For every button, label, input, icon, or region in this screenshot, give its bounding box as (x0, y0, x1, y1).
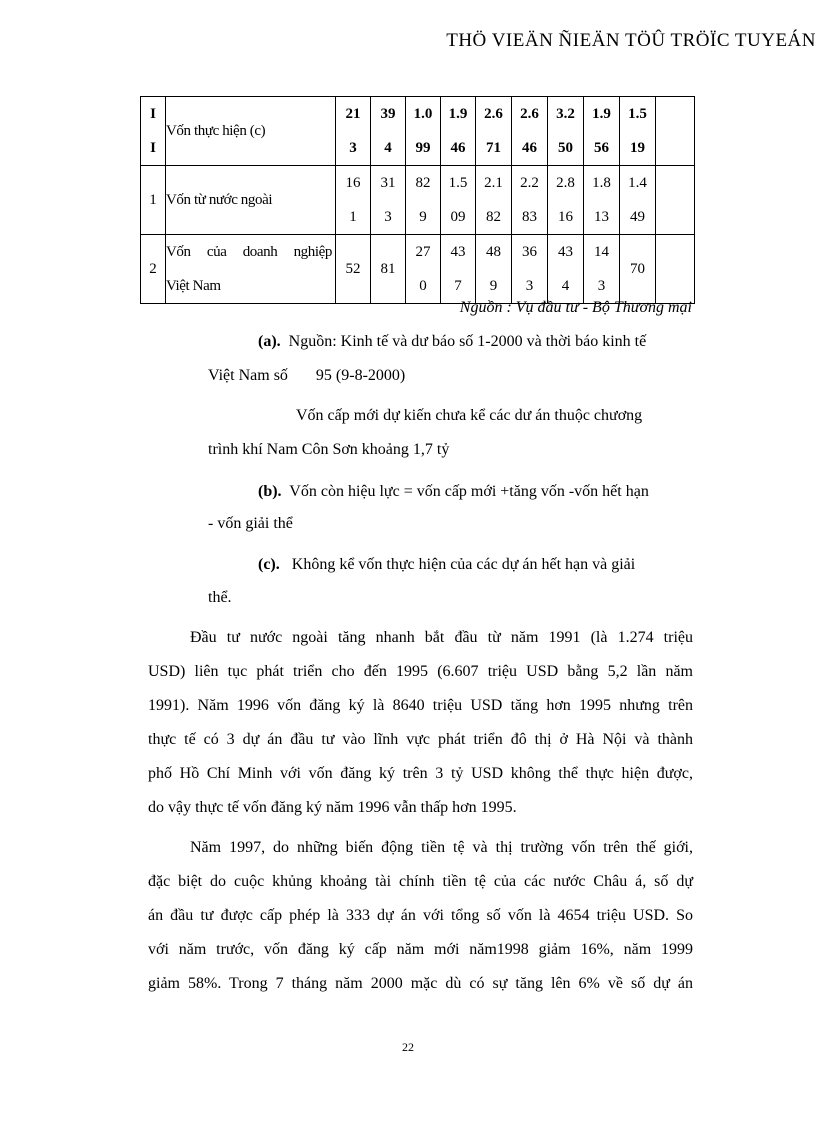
table-cell: 1.0 99 (406, 97, 441, 166)
table-cell: 21 3 (336, 97, 371, 166)
page-number: 22 (402, 1040, 414, 1054)
table-cell: 1.5 19 (620, 97, 656, 166)
table-cell (656, 166, 695, 235)
table-cell: 1.9 56 (584, 97, 620, 166)
investment-table (140, 96, 695, 304)
table-cell: 82 9 (406, 166, 441, 235)
table-cell: 2.2 83 (512, 166, 548, 235)
table-cell: 1.5 09 (441, 166, 476, 235)
row-label: Vốn thực hiện (c) (166, 97, 336, 166)
table-cell: 39 4 (371, 97, 406, 166)
table-cell: 14 3 (584, 235, 620, 304)
table-row-vietnam-enterprise-capital (141, 235, 695, 304)
table-cell: 43 7 (441, 235, 476, 304)
table-cell: 36 3 (512, 235, 548, 304)
table-cell: 3.2 50 (548, 97, 584, 166)
table-cell: 2.6 46 (512, 97, 548, 166)
body-p1-line2: USD) liên tục phát triển cho đến 1995 (6.607 triệu USD bằng 5,2 lần năm (148, 663, 693, 680)
body-p1-line4: thực tế có 3 dự án đầu tư vào lĩnh vực phát triển đô thị ở Hà Nội và thành (148, 731, 693, 748)
note-c-line1: (c). Không kể vốn thực hiện của các dự án hết hạn và giải (258, 556, 636, 573)
table-cell: 1.4 49 (620, 166, 656, 235)
row-label: Vốn của doanh nghiệp Việt Nam (166, 235, 336, 304)
table-cell: 16 1 (336, 166, 371, 235)
table-cell: 52 (336, 235, 371, 304)
table-cell: 1.9 46 (441, 97, 476, 166)
note-a-line1: (a). Nguồn: Kinh tế và dư báo số 1-2000 và thời báo kinh tế (258, 333, 647, 350)
body-p2-line4: với năm trước, vốn đăng ký cấp năm mới năm1998 giảm 16%, năm 1999 (148, 941, 693, 958)
body-p1-line3: 1991). Năm 1996 vốn đăng ký là 8640 triệu USD tăng hơn 1995 nhưng trên (148, 697, 693, 714)
table-cell: 81 (371, 235, 406, 304)
body-p2-line5: giảm 58%. Trong 7 tháng năm 2000 mặc dù có sự tăng lên 6% về số dự án (148, 975, 693, 992)
body-p1-line1: Đầu tư nước ngoài tăng nhanh bắt đầu từ năm 1991 (là 1.274 triệu (190, 629, 693, 646)
note-b-line1: (b). Vốn còn hiệu lực = vốn cấp mới +tăng vốn -vốn hết hạn (258, 483, 649, 500)
table-cell: 31 3 (371, 166, 406, 235)
table-cell: 70 (620, 235, 656, 304)
table-cell: 1.8 13 (584, 166, 620, 235)
table-cell: 48 9 (476, 235, 512, 304)
body-p2-line3: án đầu tư được cấp phép là 333 dự án với tổng số vốn là 4654 triệu USD. So (148, 907, 693, 924)
table-source: Nguồn : Vụ đầu tư - Bộ Thương mại (459, 299, 692, 316)
table-cell: 2.6 71 (476, 97, 512, 166)
body-p2-line2: đặc biệt do cuộc khủng khoảng tài chính tiền tệ của các nước Châu á, số dự (148, 873, 693, 890)
library-header: THÖ VIEÄN ÑIEÄN TÖÛ TRÖÏC TUYEÁN (446, 30, 816, 51)
table-cell: 43 4 (548, 235, 584, 304)
body-p1-line5: phố Hồ Chí Minh với vốn đăng ký trên 3 tỷ USD không thể thực hiện được, (148, 765, 693, 782)
body-p1-line6: do vậy thực tế vốn đăng ký năm 1996 vẫn thấp hơn 1995. (148, 799, 517, 816)
table-cell (656, 235, 695, 304)
note-a-line3: Vốn cấp mới dự kiến chưa kể các dư án thuộc chương (296, 407, 643, 424)
body-p2-line1: Năm 1997, do những biến động tiền tệ và thị trường vốn trên thế giới, (190, 839, 693, 856)
table-cell (656, 97, 695, 166)
row-index: 2 (141, 235, 166, 304)
note-a-line2: Việt Nam số 95 (9-8-2000) (208, 367, 406, 384)
row-index: I I (141, 97, 166, 166)
table-cell: 2.8 16 (548, 166, 584, 235)
note-a-line4: trình khí Nam Côn Sơn khoảng 1,7 tỷ (208, 441, 450, 458)
note-c-line2: thể. (208, 589, 232, 606)
table-row-foreign-capital (141, 166, 695, 235)
table-cell: 27 0 (406, 235, 441, 304)
note-b-line2: - vốn giải thể (208, 515, 293, 532)
table-row-realized-capital (141, 97, 695, 166)
row-index: 1 (141, 166, 166, 235)
row-label: Vốn từ nước ngoài (166, 166, 336, 235)
table-cell: 2.1 82 (476, 166, 512, 235)
